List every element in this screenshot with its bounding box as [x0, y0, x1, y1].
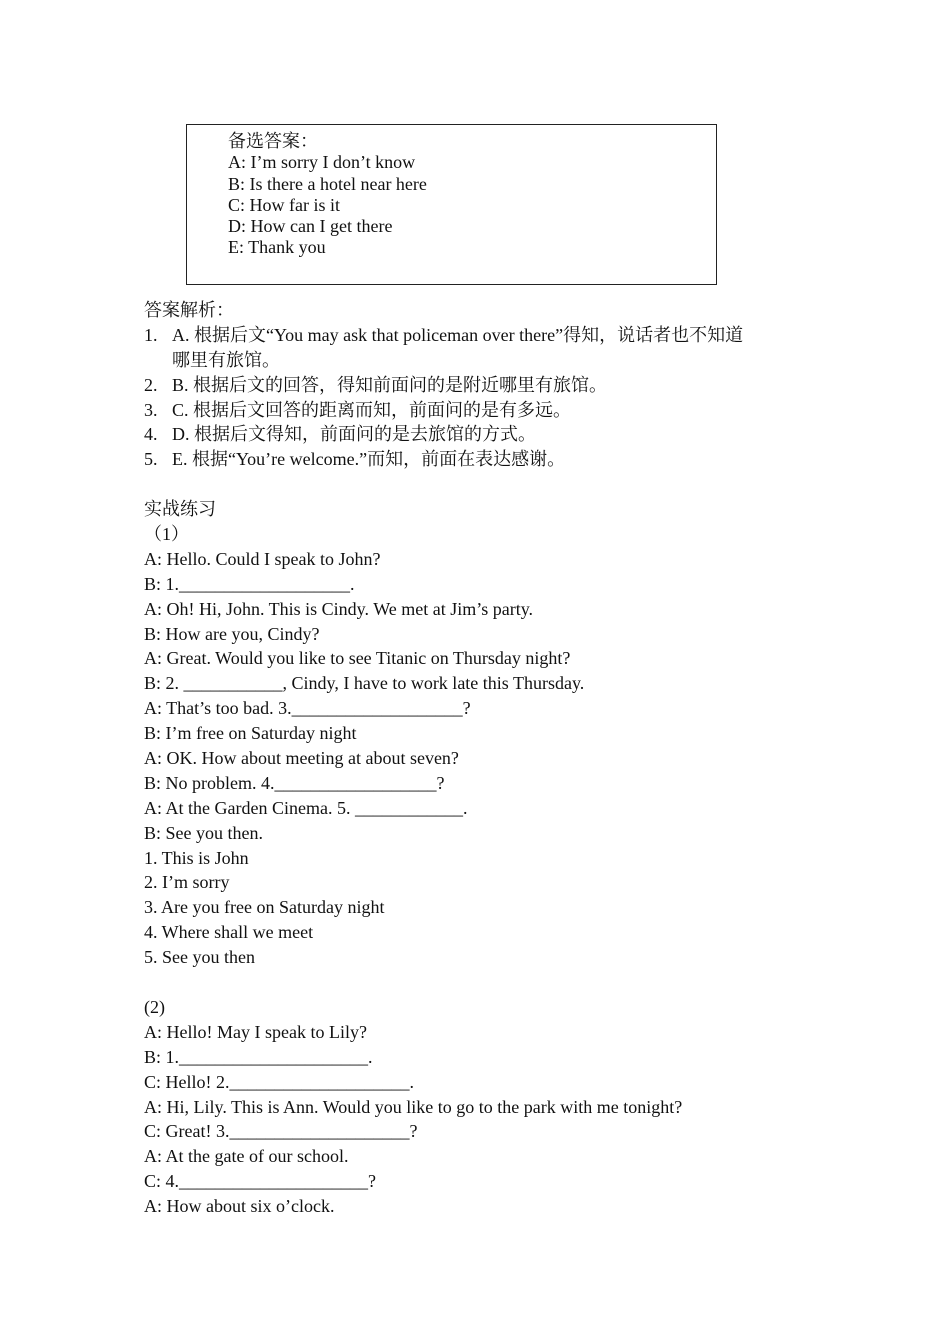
dialogue-line: B: 1.___________________. — [144, 573, 355, 594]
dialogue-line: A: Great. Would you like to see Titanic on Thursday night? — [144, 648, 571, 669]
dialogue-line: C: 4._____________________? — [144, 1171, 376, 1192]
analysis-text: E. 根据“You’re welcome.”而知，前面在表达感谢。 — [172, 449, 566, 470]
analysis-item-2 — [144, 373, 824, 398]
dialogue-line: A: Oh! Hi, John. This is Cindy. We met at Jim’s party. — [144, 598, 534, 619]
analysis-item-5 — [144, 447, 824, 472]
analysis-num: 5. — [144, 449, 158, 470]
analysis-item-4 — [144, 422, 824, 447]
analysis-text: D. 根据后文得知，前面问的是去旅馆的方式。 — [172, 424, 536, 445]
analysis-item-3 — [144, 398, 824, 423]
options-box — [186, 124, 717, 285]
dialogue-line: A: Hello. Could I speak to John? — [144, 548, 381, 569]
option-e: E: Thank you — [228, 237, 326, 258]
analysis-text: C. 根据后文回答的距离而知，前面问的是有多远。 — [172, 399, 572, 420]
answer-line: 1. This is John — [144, 847, 249, 868]
analysis-item-1 — [144, 323, 824, 373]
dialogue-line: B: 1._____________________. — [144, 1046, 373, 1067]
answer-line: 3. Are you free on Saturday night — [144, 897, 385, 918]
dialogue-line: B: 2. ___________, Cindy, I have to work late this Thursday. — [144, 673, 585, 694]
option-a: A: I’m sorry I don’t know — [228, 152, 416, 173]
dialogue-line: C: Great! 3.____________________? — [144, 1121, 418, 1142]
dialogue-line: B: How are you, Cindy? — [144, 623, 320, 644]
dialogue-line: A: Hi, Lily. This is Ann. Would you like to go to the park with me tonight? — [144, 1096, 683, 1117]
analysis-heading: 答案解析： — [144, 300, 234, 320]
dialogue-line: B: No problem. 4.__________________? — [144, 772, 445, 793]
option-c: C: How far is it — [228, 194, 340, 215]
analysis-num: 2. — [144, 374, 158, 395]
dialogue-line: A: That’s too bad. 3.___________________? — [144, 698, 471, 719]
dialogue-line: A: At the Garden Cinema. 5. ____________. — [144, 797, 468, 818]
dialogue-line: A: OK. How about meeting at about seven? — [144, 748, 459, 769]
part2-label: (2) — [144, 996, 165, 1017]
dialogue-line: B: See you then. — [144, 822, 263, 843]
options-title: 备选答案： — [228, 131, 318, 151]
spacer — [144, 472, 824, 497]
dialogue-line: A: Hello! May I speak to Lily? — [144, 1021, 367, 1042]
answer-line: 2. I’m sorry — [144, 872, 230, 893]
options-box-content — [228, 131, 427, 259]
part1-label: （1） — [144, 524, 189, 545]
answer-line: 5. See you then — [144, 947, 255, 968]
analysis-num: 1. — [144, 324, 158, 345]
analysis-text: B. 根据后文的回答，得知前面问的是附近哪里有旅馆。 — [172, 374, 608, 395]
analysis-num: 3. — [144, 399, 158, 420]
practice-heading: 实战练习 — [144, 499, 216, 520]
analysis-text-continued: 哪里有旅馆。 — [172, 349, 280, 370]
dialogue-line: A: At the gate of our school. — [144, 1146, 349, 1167]
document-body — [144, 298, 824, 1219]
answer-line: 4. Where shall we meet — [144, 922, 314, 943]
dialogue-line: C: Hello! 2.____________________. — [144, 1071, 414, 1092]
dialogue-line: B: I’m free on Saturday night — [144, 723, 357, 744]
option-b: B: Is there a hotel near here — [228, 173, 427, 194]
spacer — [144, 970, 824, 995]
analysis-text: A. 根据后文“You may ask that policeman over there”得知，说话者也不知道 — [172, 324, 744, 345]
option-d: D: How can I get there — [228, 216, 393, 237]
dialogue-line: A: How about six o’clock. — [144, 1196, 335, 1217]
analysis-num: 4. — [144, 424, 158, 445]
